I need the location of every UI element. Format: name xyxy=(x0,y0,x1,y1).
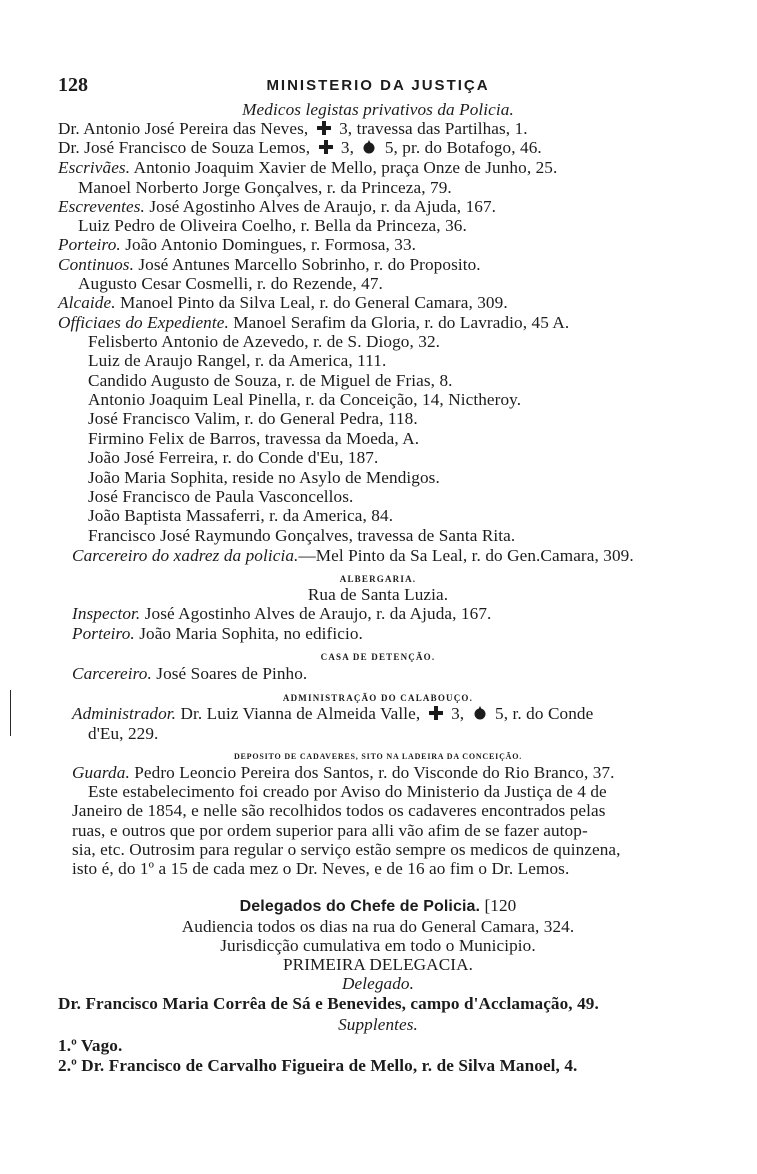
calabouco-label: Administrador. xyxy=(72,704,177,723)
albergaria-inspector xyxy=(72,604,692,624)
medico-1-name: Dr. Antonio José Pereira das Neves, xyxy=(58,119,309,138)
delegado-label: Delegado. xyxy=(341,974,415,993)
albergaria-porteiro-text: João Maria Sophita, no edificio. xyxy=(139,624,363,643)
delegados-jurisdiccao: Jurisdicção cumulativa em todo o Municipio. xyxy=(220,936,536,955)
medico-2-grade: 3, xyxy=(340,138,354,157)
order-rose-icon xyxy=(361,139,377,155)
officiaes-list-item: João José Ferreira, r. do Conde d'Eu, 187. xyxy=(88,448,379,467)
supplentes-label: Supplentes. xyxy=(338,1015,418,1034)
escreventes-1: José Agostinho Alves de Araujo, r. da Ajuda, 167. xyxy=(149,197,497,216)
calabouco-entry xyxy=(72,704,692,724)
alcaide-1: Manoel Pinto da Silva Leal, r. do General Camara, 309. xyxy=(120,293,508,312)
supplente-1: 1.º Vago. xyxy=(58,1036,123,1055)
escrivaes-entry xyxy=(58,158,698,178)
page-number: 128 xyxy=(58,74,88,96)
medico-2-name: Dr. José Francisco de Souza Lemos, xyxy=(58,138,311,157)
medico-entry-1 xyxy=(58,119,698,139)
officiaes-list-item: Francisco José Raymundo Gonçalves, travessa de Santa Rita. xyxy=(88,526,516,545)
officiaes-list-item: João Maria Sophita, reside no Asylo de Mendigos. xyxy=(88,468,440,487)
section-title-albergaria: ALBERGARIA. xyxy=(339,574,417,584)
porteiro-1: João Antonio Domingues, r. Formosa, 33. xyxy=(125,235,417,254)
running-title: MINISTERIO DA JUSTIÇA xyxy=(266,77,490,94)
calabouco-text-b: 3, xyxy=(451,704,465,723)
casa-detencao-text: José Soares de Pinho. xyxy=(156,664,308,683)
delegados-heading xyxy=(58,896,698,917)
deposito-paragraph-line: Janeiro de 1854, e nelle são recolhidos todos os cadaveres encontrados pelas xyxy=(72,801,606,820)
alcaide-label: Alcaide. xyxy=(58,293,116,312)
carcereiro-xadrez-text: —Mel Pinto da Sa Leal, r. do Gen.Camara, 309. xyxy=(298,546,634,565)
officiaes-label: Officiaes do Expediente. xyxy=(58,313,229,332)
escrivaes-1: Antonio Joaquim Xavier de Mello, praça Onze de Junho, 25. xyxy=(133,158,558,177)
inspector-label: Inspector. xyxy=(72,604,141,623)
officiaes-list-item: Luiz de Araujo Rangel, r. da America, 111. xyxy=(88,351,387,370)
officiaes-list-item: José Francisco Valim, r. do General Pedra, 118. xyxy=(88,409,418,428)
officiaes-list-item: Candido Augusto de Souza, r. de Miguel de Frias, 8. xyxy=(88,371,453,390)
delegado-entry: Dr. Francisco Maria Corrêa de Sá e Benevides, campo d'Acclamação, 49. xyxy=(58,994,599,1013)
margin-mark xyxy=(10,690,11,736)
calabouco-text-c: 5, r. do Conde xyxy=(495,704,594,723)
order-cross-icon xyxy=(318,139,334,155)
primeira-delegacia-title: PRIMEIRA DELEGACIA. xyxy=(282,955,473,974)
escreventes-2: Luiz Pedro de Oliveira Coelho, r. Bella da Princeza, 36. xyxy=(78,216,467,235)
porteiro-entry xyxy=(58,235,698,255)
escrivaes-2: Manoel Norberto Jorge Gonçalves, r. da Princeza, 79. xyxy=(78,178,452,197)
order-cross-icon xyxy=(316,120,332,136)
continuos-entry xyxy=(58,255,698,275)
officiaes-list-item: Firmino Felix de Barros, travessa da Moeda, A. xyxy=(88,429,420,448)
inspector-text: José Agostinho Alves de Araujo, r. da Ajuda, 167. xyxy=(144,604,492,623)
officiaes-entry xyxy=(58,313,698,333)
porteiro-label: Porteiro. xyxy=(58,235,121,254)
continuos-2: Augusto Cesar Cosmelli, r. do Rezende, 47. xyxy=(78,274,383,293)
albergaria-porteiro-label: Porteiro. xyxy=(72,624,135,643)
officiaes-list-item: João Baptista Massaferri, r. da America, 84. xyxy=(88,506,394,525)
escrivaes-label: Escrivães. xyxy=(58,158,131,177)
supplente-2: 2.º Dr. Francisco de Carvalho Figueira de Mello, r. de Silva Manoel, 4. xyxy=(58,1056,578,1075)
deposito-paragraph-line: Este estabelecimento foi creado por Aviso do Ministerio da Justiça de 4 de xyxy=(88,782,607,801)
casa-detencao-label: Carcereiro. xyxy=(72,664,152,683)
order-rose-icon xyxy=(472,705,488,721)
officiaes-list-item: Felisberto Antonio de Azevedo, r. de S. Diogo, 32. xyxy=(88,332,441,351)
calabouco-text-d: d'Eu, 229. xyxy=(88,724,159,743)
calabouco-text-a: Dr. Luiz Vianna de Almeida Valle, xyxy=(180,704,421,723)
order-cross-icon xyxy=(428,705,444,721)
section-title-deposito: DEPOSITO DE CADAVERES, SITO NA LADEIRA DA CONCEIÇÃO. xyxy=(233,752,523,761)
carcereiro-xadrez-entry xyxy=(72,546,698,566)
carcereiro-xadrez-label: Carcereiro do xadrez da policia. xyxy=(72,546,299,565)
deposito-paragraph-line: isto é, do 1º a 15 de cada mez o Dr. Neves, e de 16 ao fim o Dr. Lemos. xyxy=(72,859,570,878)
delegados-ref: [120 xyxy=(484,896,517,915)
continuos-1: José Antunes Marcello Sobrinho, r. do Proposito. xyxy=(138,255,481,274)
deposito-label: Guarda. xyxy=(72,763,130,782)
delegados-audiencia: Audiencia todos os dias na rua do General Camara, 324. xyxy=(181,917,575,936)
medico-2-address: 5, pr. do Botafogo, 46. xyxy=(384,138,542,157)
section-title-calabouco: ADMINISTRAÇÃO DO CALABOUÇO. xyxy=(282,693,474,703)
section-title-delegados: Delegados do Chefe de Policia. xyxy=(239,898,481,915)
casa-detencao-entry xyxy=(72,664,692,684)
section-title-medicos: Medicos legistas privativos da Policia. xyxy=(242,100,514,119)
albergaria-porteiro xyxy=(72,624,692,644)
deposito-paragraph-line: sia, etc. Outrosim para regular o serviço estão sempre os medicos de quinzena, xyxy=(72,840,621,859)
deposito-entry xyxy=(72,763,692,783)
officiaes-list-item: José Francisco de Paula Vasconcellos. xyxy=(88,487,354,506)
alcaide-entry xyxy=(58,293,698,313)
escreventes-entry xyxy=(58,197,698,217)
officiaes-1: Manoel Serafim da Gloria, r. do Lavradio, 45 A. xyxy=(233,313,570,332)
deposito-text: Pedro Leoncio Pereira dos Santos, r. do Visconde do Rio Branco, 37. xyxy=(134,763,615,782)
medico-entry-2 xyxy=(58,138,698,158)
medico-1-address: 3, travessa das Partilhas, 1. xyxy=(339,119,528,138)
escreventes-label: Escreventes. xyxy=(58,197,145,216)
officiaes-list-item: Antonio Joaquim Leal Pinella, r. da Conceição, 14, Nictheroy. xyxy=(88,390,522,409)
deposito-paragraph-line: ruas, e outros que por ordem superior para alli vão afim de se fazer autop- xyxy=(72,821,588,840)
continuos-label: Continuos. xyxy=(58,255,134,274)
albergaria-street: Rua de Santa Luzia. xyxy=(307,585,449,604)
section-title-casa-detencao: CASA DE DETENÇÃO. xyxy=(320,652,436,662)
